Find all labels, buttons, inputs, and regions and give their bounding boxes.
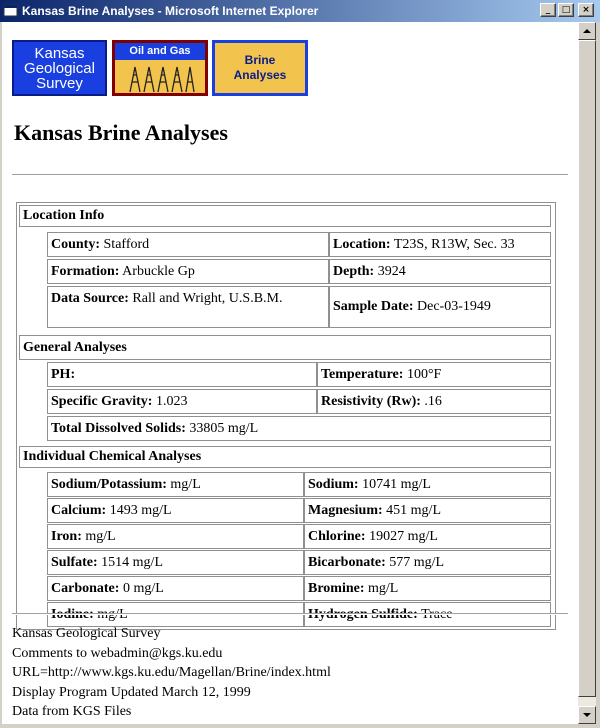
chemical-cell-chlorine bbox=[304, 524, 551, 549]
kgs-logo-link[interactable] bbox=[12, 40, 107, 96]
total-dissolved-solids-cell bbox=[47, 416, 551, 441]
brine-logo-text-1: Brine bbox=[244, 53, 276, 67]
resistivity-value: .16 bbox=[424, 394, 442, 409]
location-info-heading: Location Info bbox=[19, 205, 551, 227]
chemical-label: Calcium: bbox=[51, 503, 107, 518]
specific-gravity-value: 1.023 bbox=[155, 394, 188, 409]
scroll-up-button[interactable] bbox=[578, 22, 596, 40]
kgs-logo-text-2: Geological bbox=[24, 60, 95, 77]
sample-date-cell bbox=[329, 286, 551, 328]
chemical-cell-bicarbonate bbox=[304, 550, 551, 575]
title-bar bbox=[0, 0, 600, 22]
sample-date-value: Dec-03-1949 bbox=[417, 299, 491, 314]
chemical-value: 0 mg/L bbox=[122, 581, 164, 596]
sample-date-label: Sample Date: bbox=[333, 299, 414, 314]
oil-derricks-icon bbox=[127, 65, 195, 93]
chemical-label: Sodium/Potassium: bbox=[51, 477, 167, 492]
location-label: Location: bbox=[333, 237, 391, 252]
total-dissolved-solids-label: Total Dissolved Solids: bbox=[51, 421, 186, 436]
data-source-cell bbox=[47, 286, 329, 328]
chemical-cell-sulfate bbox=[47, 550, 304, 575]
temperature-label: Temperature: bbox=[321, 367, 404, 382]
ph-cell bbox=[47, 362, 317, 387]
footer-comments-link[interactable]: Comments to webadmin@kgs.ku.edu bbox=[12, 645, 223, 661]
chemical-value: 451 mg/L bbox=[386, 503, 442, 518]
temperature-value: 100°F bbox=[406, 367, 442, 382]
bottom-divider bbox=[12, 613, 568, 615]
chemical-cell-sodium bbox=[304, 472, 551, 497]
scrollbar-thumb[interactable] bbox=[578, 40, 596, 697]
county-label: County: bbox=[51, 237, 101, 252]
chemical-label: Bromine: bbox=[308, 581, 365, 596]
footer-source: Data from KGS Files bbox=[12, 704, 132, 719]
chemical-value: 1493 mg/L bbox=[109, 503, 172, 518]
chemical-label: Sulfate: bbox=[51, 555, 98, 570]
chemical-label: Hydrogen Sulfide: bbox=[308, 607, 418, 622]
chemical-analyses-heading: Individual Chemical Analyses bbox=[19, 446, 551, 468]
temperature-cell bbox=[317, 362, 551, 387]
depth-label: Depth: bbox=[333, 264, 375, 279]
chemical-label: Carbonate: bbox=[51, 581, 120, 596]
page-title: Kansas Brine Analyses bbox=[14, 120, 228, 145]
chemical-cell-calcium bbox=[47, 498, 304, 523]
chemical-cell-bromine bbox=[304, 576, 551, 601]
formation-label: Formation: bbox=[51, 264, 120, 279]
chemical-value: Trace bbox=[421, 607, 453, 622]
chemical-label: Bicarbonate: bbox=[308, 555, 386, 570]
window-title: Kansas Brine Analyses - Microsoft Internet Explorer bbox=[22, 4, 319, 18]
county-cell bbox=[47, 232, 329, 257]
chemical-label: Sodium: bbox=[308, 477, 359, 492]
brine-analyses-logo-link[interactable] bbox=[212, 40, 308, 96]
chemical-label: Magnesium: bbox=[308, 503, 383, 518]
chemical-value: 19027 mg/L bbox=[369, 529, 438, 544]
formation-value: Arbuckle Gp bbox=[122, 264, 195, 279]
data-source-label: Data Source: bbox=[51, 291, 129, 306]
chemical-cell-iron bbox=[47, 524, 304, 549]
chemical-label: Chlorine: bbox=[308, 529, 366, 544]
oil-and-gas-label: Oil and Gas bbox=[115, 43, 205, 60]
footer-org: Kansas Geological Survey bbox=[12, 626, 161, 641]
formation-cell bbox=[47, 259, 329, 284]
depth-cell bbox=[329, 259, 551, 284]
close-button[interactable]: × bbox=[578, 3, 594, 17]
minimize-button[interactable]: _ bbox=[540, 3, 556, 17]
specific-gravity-label: Specific Gravity: bbox=[51, 394, 153, 409]
kgs-logo-text-1: Kansas bbox=[34, 45, 85, 62]
oil-and-gas-logo-link[interactable] bbox=[112, 40, 208, 96]
chemical-cell-magnesium bbox=[304, 498, 551, 523]
location-cell bbox=[329, 232, 551, 257]
arrow-up-icon bbox=[579, 23, 595, 39]
chemical-value: 10741 mg/L bbox=[362, 477, 431, 492]
window-border bbox=[596, 22, 600, 724]
maximize-button[interactable]: □ bbox=[558, 3, 574, 17]
resistivity-cell bbox=[317, 389, 551, 414]
brine-logo-text-2: Analyses bbox=[233, 68, 287, 82]
vertical-scrollbar[interactable] bbox=[578, 22, 596, 724]
top-divider bbox=[12, 174, 568, 176]
scroll-down-button[interactable] bbox=[578, 706, 596, 724]
chemical-cell-sodium-potassium bbox=[47, 472, 304, 497]
kgs-logo-text-3: Survey bbox=[36, 75, 83, 92]
chemical-cell-carbonate bbox=[47, 576, 304, 601]
chemical-value: mg/L bbox=[368, 581, 399, 596]
county-value: Stafford bbox=[103, 237, 150, 252]
resistivity-label: Resistivity (Rw): bbox=[321, 394, 421, 409]
chemical-value: mg/L bbox=[170, 477, 201, 492]
page-footer bbox=[12, 624, 331, 722]
chemical-value: 1514 mg/L bbox=[101, 555, 164, 570]
specific-gravity-cell bbox=[47, 389, 317, 414]
footer-url: URL=http://www.kgs.ku.edu/Magellan/Brine/index.html bbox=[12, 665, 331, 680]
total-dissolved-solids-value: 33805 mg/L bbox=[189, 421, 259, 436]
data-source-value: Rall and Wright, U.S.B.M. bbox=[132, 291, 283, 306]
location-value: T23S, R13W, Sec. 33 bbox=[393, 237, 515, 252]
chemical-value: 577 mg/L bbox=[389, 555, 445, 570]
chemical-label: Iron: bbox=[51, 529, 82, 544]
chemical-value: mg/L bbox=[97, 607, 128, 622]
ph-label: PH: bbox=[51, 367, 76, 382]
chemical-label: Iodine: bbox=[51, 607, 94, 622]
general-analyses-heading: General Analyses bbox=[19, 335, 551, 360]
arrow-down-icon bbox=[579, 707, 595, 723]
depth-value: 3924 bbox=[377, 264, 406, 279]
chemical-value: mg/L bbox=[85, 529, 116, 544]
page-content bbox=[2, 22, 578, 724]
footer-updated: Display Program Updated March 12, 1999 bbox=[12, 684, 251, 700]
internet-explorer-icon bbox=[3, 3, 19, 19]
